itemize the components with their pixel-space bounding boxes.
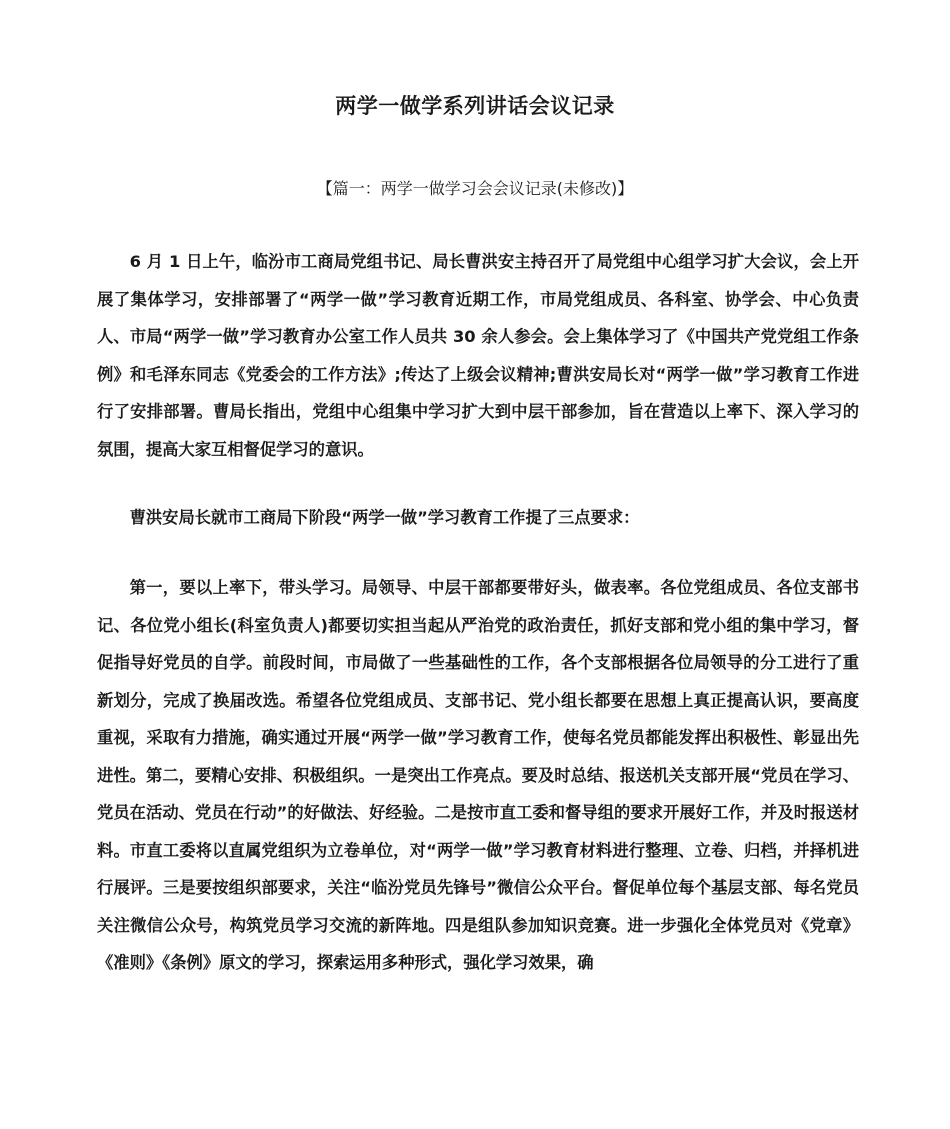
document-title: 两学一做学系列讲话会议记录 xyxy=(335,94,615,118)
section-heading: 【篇一：两学一做学习会会议记录(未修改)】 xyxy=(316,179,634,198)
paragraph-requirements-intro: 曹洪安局长就市工商局下阶段“两学一做”学习教育工作提了三点要求： xyxy=(129,508,640,527)
paragraph-requirements-detail: 第一，要以上率下，带头学习。局领导、中层干部都要带好头，做表率。各位党组成员、各位支部书记、各位党小组长(科室负责人)都要切实担当起从严治党的政治责任，抓好支部和党小组的集中学习，督促指导好党员的自学。前段时间，市局做了一些基础性的工作，各个支部根据各位局领导的分工进行了重新划分，完成了换届改选。希望各位党组成员、支部书记、党小组长都要在思想上真正提高认识，要高度重视，采取有力措施，确实通过开展“两学一做”学习教育工作，使每名党员都能发挥出积极性、彰显出先进性。第二，要精心安排、积极组织。一是突出工作亮点。要及时总结、报送机关支部开展“党员在学习、党员在活动、党员在行动”的好做法、好经验。二是按市直工委和督导组的要求开展好工作，并及时报送材料。市直工委将以直属党组织为立卷单位，对“两学一做”学习教育材料进行整理、立卷、归档，并择机进行展评。三是要按组织部要求，关注“临汾党员先锋号”微信公众平台。督促单位每个基层支部、每名党员关注微信公众号，构筑党员学习交流的新阵地。四是组队参加知识竞赛。进一步强化全体党员对《党章》《准则》《条例》原文的学习，探索运用多种形式，强化学习效果，确 xyxy=(97,578,859,972)
paragraph-meeting-summary: 6 月 1 日上午，临汾市工商局党组书记、局长曹洪安主持召开了局党组中心组学习扩大会议，会上开展了集体学习，安排部署了“两学一做”学习教育近期工作，市局党组成员、各科室、协学会、中心负责人、市局“两学一做”学习教育办公室工作人员共 30 余人参会。会上集体学习了《中国共产党党组工作条例》和毛泽东同志《党委会的工作方法》;传达了上级会议精神;曹洪安局长对“两学一做”学习教育工作进行了安排部署。曹局长指出，党组中心组集中学习扩大到中层干部参加，旨在营造以上率下、深入学习的氛围，提高大家互相督促学习的意识。 xyxy=(97,252,859,459)
